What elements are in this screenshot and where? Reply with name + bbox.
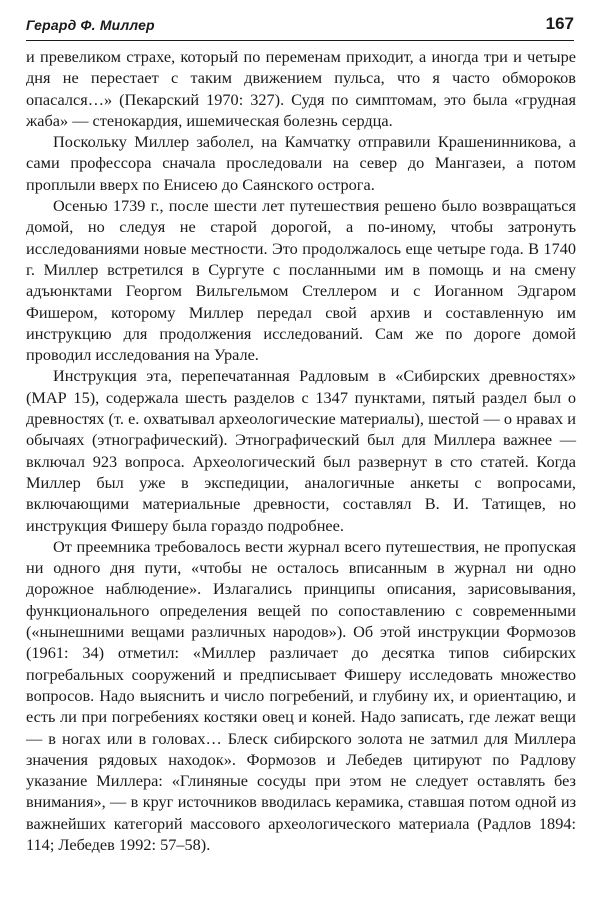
- paragraph-continued: и превеликом страхе, который по переменам приходит, а иногда три и четыре дня не перестает с таким движением пульса, что я часто обмороков опасался…» (Пекарский 1970: 327). Судя по симптомам, это была «грудная жаба» — стенокардия, ишемическая болезнь сердца.: [26, 47, 576, 130]
- page-body: [26, 46, 576, 855]
- paragraph: Поскольку Миллер заболел, на Камчатку отправили Крашенинникова, а сами профессора сначала проследовали на север до Мангазеи, а потом проплыли вверх по Енисею до Саянского острога.: [26, 132, 576, 194]
- page-header: [26, 14, 574, 41]
- paragraph: От преемника требовалось вести журнал всего путешествия, не пропуская ни одного дня пути, «чтобы не осталось вписанным в журнал ни одно дорожное наблюдение». Излагались принципы описания, зарисовывания, функционального определения вещей по сопоставлению с современными («нынешними вещами различных народов»). Об этой инструкции Формозов (1961: 34) отметил: «Миллер различает до десятка типов сибирских погребальных сооружений и предписывает Фишеру исследовать множество вопросов. Надо выяснить и число погребений, и глубину их, и ориентацию, и есть ли при погребениях костяки овец и коней. Надо записать, где лежат вещи — в ногах или в головах… Блеск сибирского золота не затмил для Миллера значения рядовых находок». Формозов и Лебедев цитируют по Радлову указание Миллера: «Глиняные сосуды при этом не следует оставлять без внимания», — в круг источников вводилась керамика, ставшая потом одной из важнейших категорий массового археологического материала (Радлов 1894: 114; Лебедев 1992: 57–58).: [26, 536, 576, 854]
- running-head: Герард Ф. Миллер: [26, 17, 155, 33]
- paragraph: Осенью 1739 г., после шести лет путешествия решено было возвращаться домой, но следуя не старой дорогой, а по-иному, чтобы затронуть исследованиями новые местности. Это продолжалось еще четыре года. В 1740 г. Миллер встретился в Сургуте с посланными им в помощь и на смену адъюнктами Георгом Вильгельмом Стеллером и с Иоганном Эдгаром Фишером, которому Миллер передал свой архив и составленную им инструкцию для продолжения исследований. Сам же по дороге домой проводил исследования на Урале.: [26, 196, 576, 365]
- paragraph: Инструкция эта, перепечатанная Радловым в «Сибирских древностях» (МАР 15), содержала шесть разделов с 1347 пунктами, пятый раздел был о древностях (т. е. охватывал археологические материалы), шестой — о нравах и обычаях (этнографический). Этнографический был для Миллера важнее — включал 923 вопроса. Археологический был развернут в сто статей. Когда Миллер был уже в экспедиции, аналогичные анкеты с вопросами, включающими материальные древности, составлял В. И. Татищев, но инструкция Фишеру была гораздо подробнее.: [26, 366, 576, 535]
- page-number: 167: [545, 14, 574, 33]
